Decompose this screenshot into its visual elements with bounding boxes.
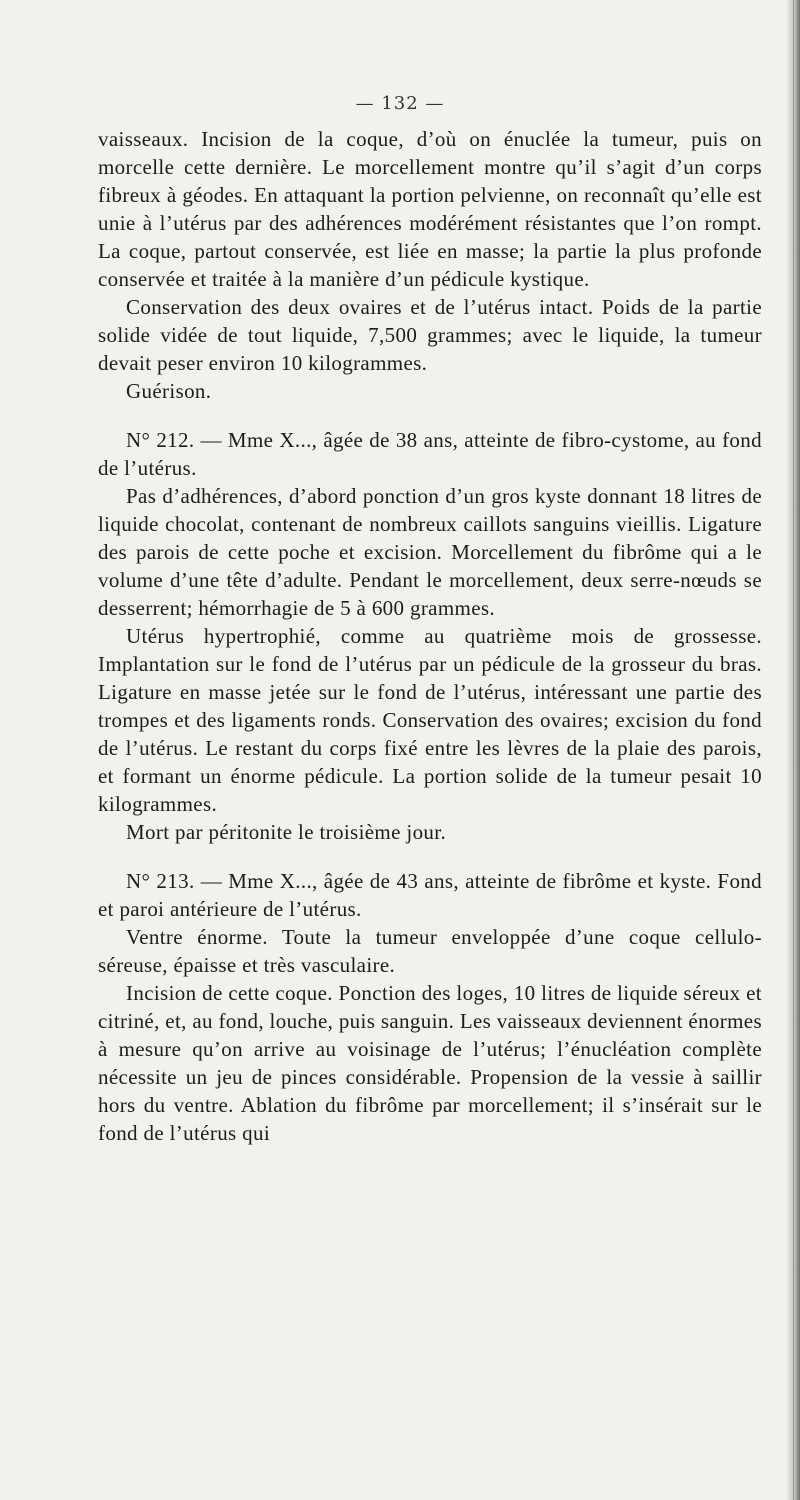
page-edge-line	[793, 0, 794, 1500]
body-text	[98, 125, 762, 1147]
paragraph-continuation: vaisseaux. Incision de la coque, d’où on énuclée la tumeur, puis on morcelle cette dernière. Le morcellement montre qu’il s’agit d’un corps fibreux à géodes. En attaquant la portion pelvienne, on reconnaît qu’elle est unie à l’utérus par des adhérences modérément résistantes que l’on rompt. La coque, partout conservée, est liée en masse; la partie la plus profonde conservée et traitée à la manière d’un pédicule kystique.	[98, 127, 762, 291]
case-212-heading: N° 212. — Mme X..., âgée de 38 ans, atteinte de fibro-cystome, au fond de l’utérus.	[98, 428, 762, 480]
case-212-uterus: Utérus hypertrophié, comme au quatrième mois de grossesse. Implantation sur le fond de l’utérus par un pédicule de la grosseur du bras. Ligature en masse jetée sur le fond de l’utérus, intéressant une partie des trompes et des ligaments ronds. Conservation des ovaires; excision du fond de l’utérus. Le restant du corps fixé entre les lèvres de la plaie des parois, et formant un énorme pédicule. La portion solide de la tumeur pesait 10 kilogrammes.	[98, 624, 762, 816]
paragraph-outcome-1: Guérison.	[126, 379, 212, 403]
case-213-heading: N° 213. — Mme X..., âgée de 43 ans, atteinte de fibrôme et kyste. Fond et paroi antérieure de l’utérus.	[98, 869, 762, 921]
page-number: — 132 —	[355, 93, 445, 114]
paragraph-conservation: Conservation des deux ovaires et de l’utérus intact. Poids de la partie solide vidée de tout liquide, 7,500 grammes; avec le liquide, la tumeur devait peser environ 10 kilogrammes.	[98, 295, 762, 375]
case-212-outcome: Mort par péritonite le troisième jour.	[126, 820, 447, 844]
case-212-procedure: Pas d’adhérences, d’abord ponction d’un gros kyste donnant 18 litres de liquide chocolat, contenant de nombreux caillots sanguins vieillis. Ligature des parois de cette poche et excision. Morcellement du fibrôme qui a le volume d’une tête d’adulte. Pendant le morcellement, deux serre-nœuds se desserrent; hémorrhagie de 5 à 600 grammes.	[98, 484, 762, 620]
case-213-procedure: Incision de cette coque. Ponction des loges, 10 litres de liquide séreux et citriné, et, au fond, louche, puis sanguin. Les vaisseaux deviennent énormes à mesure qu’on arrive au voisinage de l’utérus; l’énucléation complète nécessite un jeu de pinces considérable. Propension de la vessie à saillir hors du ventre. Ablation du fibrôme par morcellement; il s’insérait sur le fond de l’utérus qui	[98, 981, 763, 1145]
case-213-belly: Ventre énorme. Toute la tumeur enveloppée d’une coque cellulo-séreuse, épaisse et très vasculaire.	[98, 925, 762, 977]
